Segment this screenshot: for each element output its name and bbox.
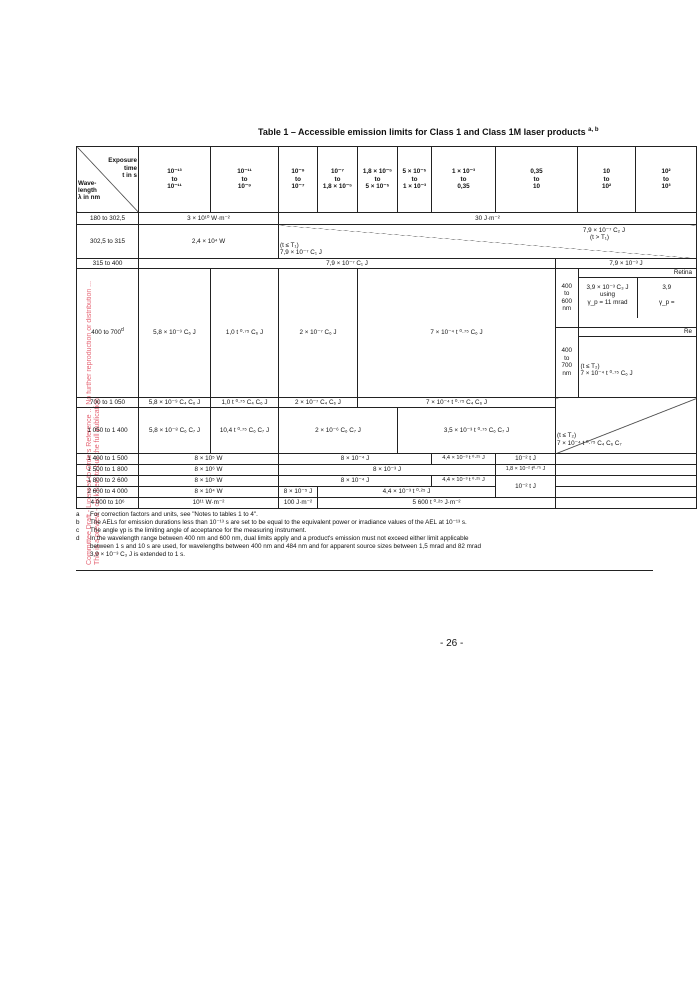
retina-cell: Retina 3,9 × 10⁻³ C₃ J using γ_p = 11 mrad 3,9 γ_p = [578,269,696,327]
aes-cell: 7 × 10⁻⁴ t ⁰·⁷⁵ C₄ C₆ J [358,398,556,408]
aes-cell: 1,0 t ⁰·⁷⁵ C₆ J [211,269,279,398]
aes-cell: 8 × 10⁵ W [139,476,279,487]
wavelength-cell: 400 to 700$^d$ [77,269,139,398]
col-header: 1,8 × 10⁻⁵ to 5 × 10⁻⁵ [358,147,398,213]
aes-table [76,146,697,509]
aes-cell: 7,9 × 10⁻³ J [556,259,697,269]
aes-cell: 5,8 × 10⁻⁹ C₄ C₆ J [139,398,211,408]
table-row [77,465,697,476]
aes-cell: 8 × 10⁻⁵ J [279,487,318,498]
table-row [77,476,697,487]
aes-cell: 10⁻² t J [496,476,556,498]
aes-cell: 8 × 10⁶ W [139,465,279,476]
aes-cell [556,476,697,487]
table-row [77,487,697,498]
col-header: 10 to 10² [578,147,636,213]
wavelength-cell: 1 400 to 1 500 [77,454,139,465]
aes-cell [556,487,697,498]
table-row [77,454,697,465]
table-row [77,398,697,408]
table-title: Table 1 – Accessible emission limits for Class 1 and Class 1M laser products $^{a, b}$ [258,127,599,137]
aes-cell: 2,4 × 10⁴ W [139,225,279,259]
note-item: d In the wavelength range between 400 nm and 600 nm, dual limits apply and a product's emission must not exceed either limit applicable [76,535,469,543]
range-label: 400 to 700 nm [556,327,578,397]
aes-cell: 2 × 10⁻⁶ C₆ C₇ J [279,408,398,454]
note-item: 3,9 × 10⁻³ C₃ J is extended to 1 s. [90,551,185,559]
aes-cell: 4,4 × 10⁻³ t ⁰·²⁵ J [432,454,496,465]
aes-cell: 5,8 × 10⁻⁸ C₆ C₇ J [139,408,211,454]
wavelength-cell: 1 500 to 1 800 [77,465,139,476]
col-header: 5 × 10⁻⁵ to 1 × 10⁻³ [398,147,432,213]
col-header: 0,35 to 10 [496,147,578,213]
aes-cell: 10⁻² t J [496,454,556,465]
aes-cell: 10,4 t ⁰·⁷⁵ C₆ C₇ J [211,408,279,454]
aes-cell-diagonal: 7,9 × 10⁻⁷ C₂ J (t > T₁) (t ≤ T₁) 7,9 × 10⁻⁷ C₁ J [279,225,697,259]
wavelength-cell: 315 to 400 [77,259,139,269]
wavelength-cell: 700 to 1 050 [77,398,139,408]
wavelength-cell: 1 050 to 1 400 [77,408,139,454]
note-item: c The angle γp is the limiting angle of acceptance for the measuring instrument. [76,527,307,535]
aes-cell [556,465,697,476]
aes-cell: 8 × 10⁴ W [139,487,279,498]
col-header: 10⁻¹³ to 10⁻¹¹ [139,147,211,213]
notes-bottom-rule [76,570,653,571]
table-row [77,259,697,269]
aes-cell: 4,4 × 10⁻³ t ⁰·²⁵ J [432,476,496,487]
page-number: - 26 - [440,638,464,649]
table-notes [76,511,676,560]
aes-cell: 1,0 t ⁰·⁷⁵ C₄ C₆ J [211,398,279,408]
aes-cell: 8 × 10⁻⁴ J [279,476,432,487]
aes-cell: 30 J·m⁻² [279,213,697,225]
range-label: 400 to 600 nm [556,269,578,327]
header-corner: Exposure time t in s Wave- length λ in nm [77,147,139,213]
aes-cell: 5 600 t ⁰·²⁵ J·m⁻² [318,498,556,509]
retina-cell: Re (t ≤ T₂) 7 × 10⁻⁴ t ⁰·⁷⁵ C₆ J [578,327,696,397]
aes-cell-diagonal: (t ≤ T₂) 7 × 10⁻⁴ t ⁰·⁷⁵ C₄ C₆ C₇ [556,398,697,454]
table-row [77,213,697,225]
aes-cell: 8 × 10⁵ W [139,454,279,465]
note-item: a For correction factors and units, see "Notes to tables 1 to 4". [76,511,258,518]
aes-cell [556,498,697,509]
aes-cell: 2 × 10⁻⁷ C₄ C₆ J [279,398,358,408]
aes-cell: 10¹¹ W·m⁻² [139,498,279,509]
aes-cell: 2 × 10⁻⁷ C₆ J [279,269,358,398]
col-header: 10⁻⁷ to 1,8 × 10⁻⁵ [318,147,358,213]
table-row [77,498,697,509]
wavelength-cell: 1 800 to 2 600 [77,476,139,487]
wavelength-cell: 2 600 to 4 000 [77,487,139,498]
col-header: 10² to 10³ [636,147,697,213]
watermark: Committee Draft - Licensed to Orders Reference ... No further reproduction or distribution ... This is a preview - click here to buy the full publication [86,280,101,565]
aes-cell [556,454,697,465]
aes-cell: 5,8 × 10⁻⁹ C₆ J [139,269,211,398]
aes-cell: 8 × 10⁻⁴ J [279,454,432,465]
wavelength-cell: 180 to 302,5 [77,213,139,225]
aes-cell: 3 × 10¹⁰ W·m⁻² [139,213,279,225]
aes-cell: 4,4 × 10⁻³ t ⁰·²⁵ J [318,487,496,498]
aes-cell: 7,9 × 10⁻⁷ C₁ J [139,259,556,269]
note-item: between 1 s and 10 s are used, for wavelengths between 400 nm and 484 nm and for apparent source sizes between 1,5 mrad and 82 mrad [90,543,482,551]
table-row [77,225,697,259]
col-header: 10⁻⁹ to 10⁻⁷ [279,147,318,213]
wavelength-cell: 4 000 to 10⁶ [77,498,139,509]
aes-cell: 3,5 × 10⁻³ t ⁰·⁷⁵ C₆ C₇ J [398,408,556,454]
col-header: 1 × 10⁻³ to 0,35 [432,147,496,213]
table-row [77,269,697,398]
header-row [77,147,697,213]
aes-cell: 1,8 × 10⁻² t⁰·⁷⁵ J [496,465,556,476]
col-header: 10⁻¹¹ to 10⁻⁹ [211,147,279,213]
aes-cell: 100 J·m⁻² [279,498,318,509]
dual-limit-subtable [556,269,696,397]
note-item: b The AELs for emission durations less than 10⁻¹³ s are set to be equal to the equivalent power or irradiance values of the AEL at 10⁻¹³ s. [76,519,467,527]
aes-cell: 8 × 10⁻³ J [279,465,496,476]
wavelength-cell: 302,5 to 315 [77,225,139,259]
dual-limit-cell [556,269,697,398]
aes-cell: 7 × 10⁻⁴ t ⁰·⁷⁵ C₆ J [358,269,556,398]
